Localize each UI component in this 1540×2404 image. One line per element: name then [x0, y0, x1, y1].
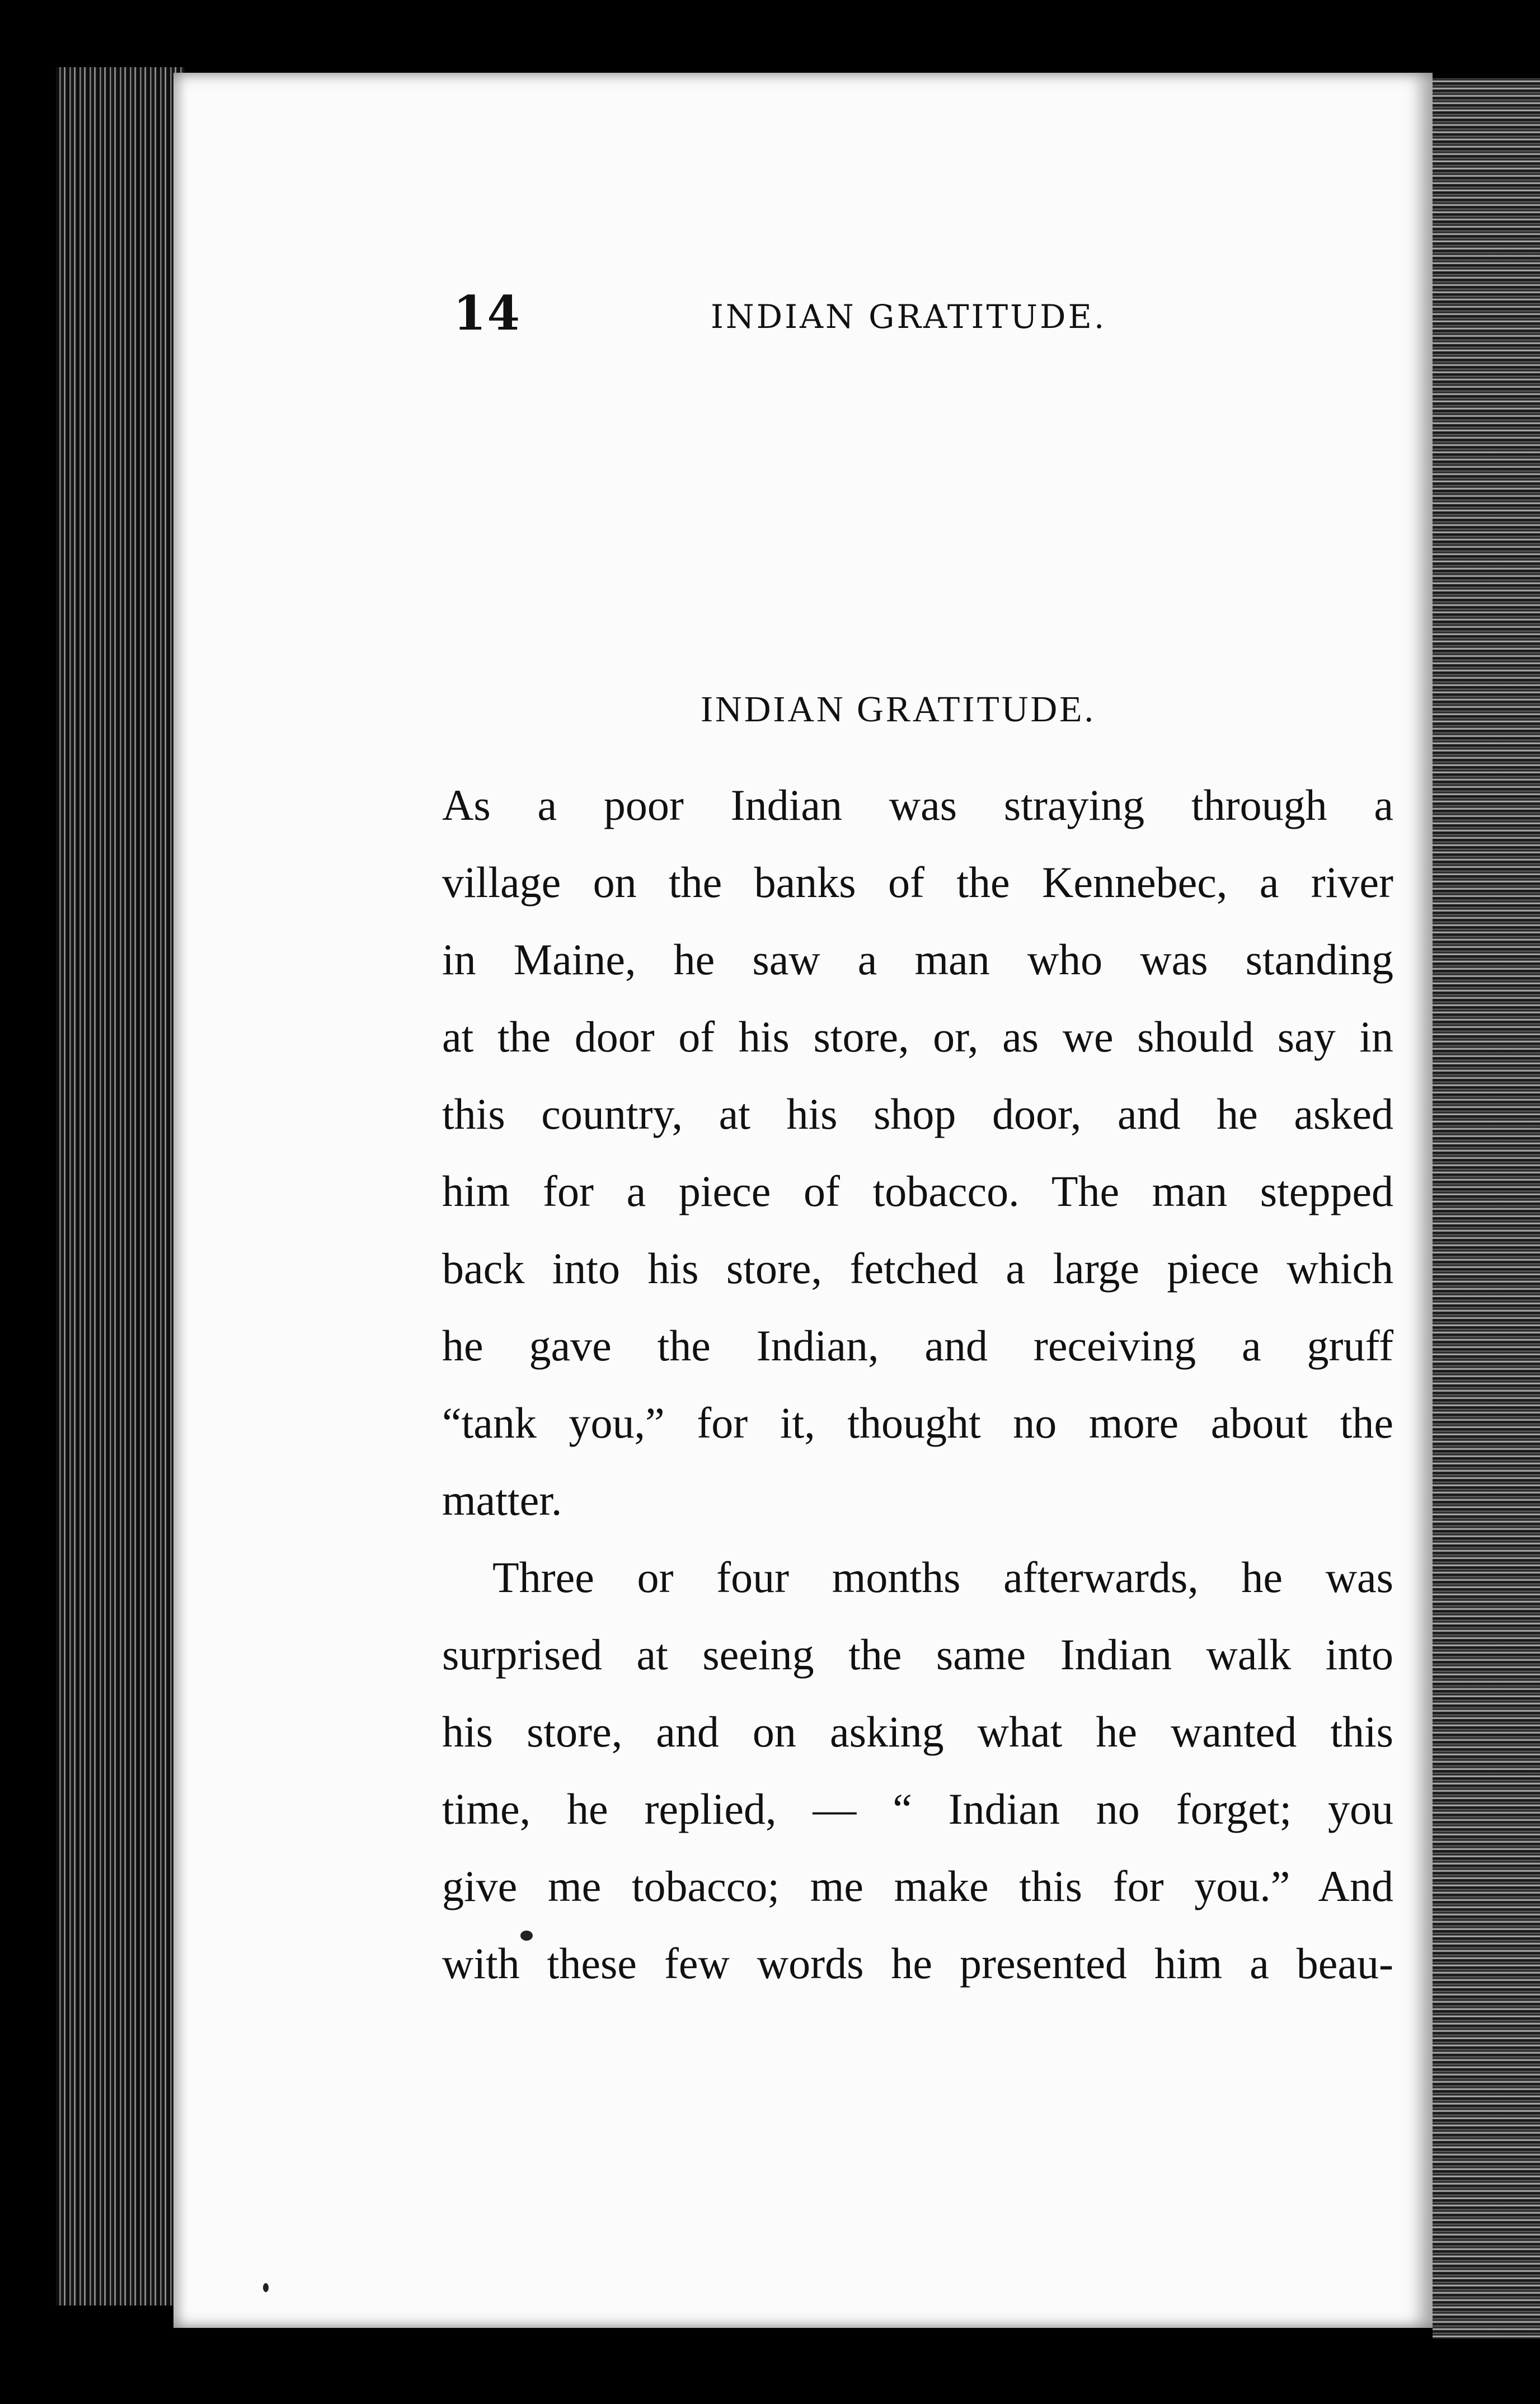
text-line: As a poor Indian was straying through a [442, 781, 1393, 829]
page-number: 14 [453, 285, 521, 341]
paragraph-2 [442, 1539, 1393, 2002]
running-title: INDIAN GRATITUDE. [711, 298, 1107, 336]
left-binding-edge [56, 67, 185, 2306]
text-line: him for a piece of tobacco. The man stepped [442, 1167, 1393, 1215]
text-line: surprised at seeing the same Indian walk into [442, 1630, 1393, 1679]
text-line: at the door of his store, or, as we should say in [442, 1012, 1393, 1061]
ink-speck [263, 2283, 269, 2292]
text-line: Three or four months afterwards, he was [492, 1553, 1393, 1602]
running-header [173, 285, 1433, 353]
text-line: matter. [442, 1476, 562, 1524]
text-line: in Maine, he saw a man who was standing [442, 935, 1393, 984]
text-line: village on the banks of the Kennebec, a river [442, 858, 1393, 907]
text-line: back into his store, fetched a large piece which [442, 1244, 1393, 1293]
paragraph-1 [442, 767, 1393, 1539]
chapter-title: INDIAN GRATITUDE. [701, 689, 1096, 730]
text-line: he gave the Indian, and receiving a gruff [442, 1321, 1393, 1370]
text-line: this country, at his shop door, and he asked [442, 1090, 1393, 1138]
text-line: time, he replied, — “ Indian no forget; you [442, 1785, 1393, 1833]
text-line: his store, and on asking what he wanted this [442, 1707, 1393, 1756]
text-line: “tank you,” for it, thought no more about the [442, 1398, 1393, 1447]
body-text [442, 767, 1393, 2002]
right-binding-edge [1433, 78, 1540, 2339]
text-line: give me tobacco; me make this for you.” And [442, 1862, 1393, 1910]
text-line: with these few words he presented him a beau- [442, 1939, 1393, 1988]
